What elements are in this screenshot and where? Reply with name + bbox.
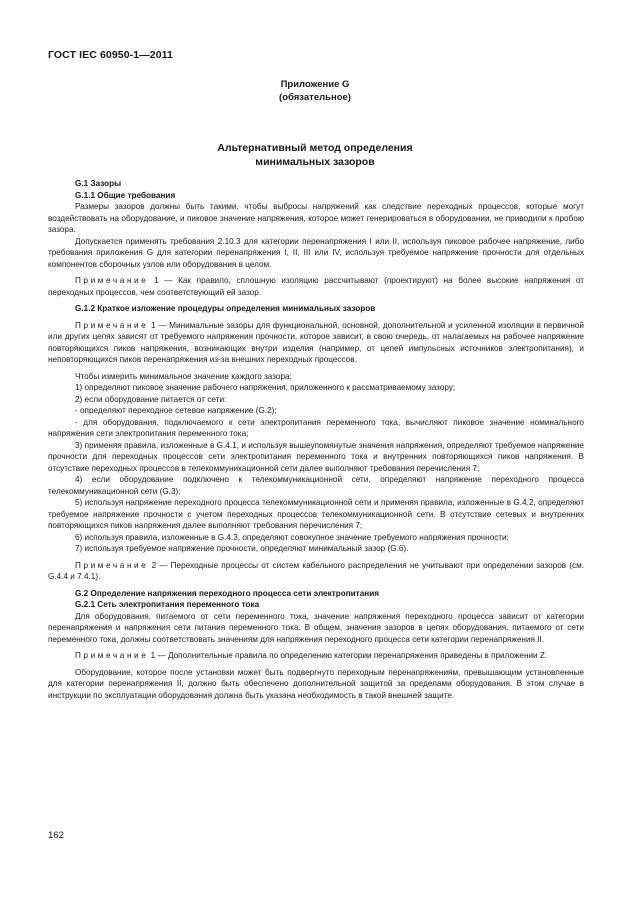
title-line-1: Альтернативный метод определения [217,142,413,154]
paragraph: Чтобы измерить минимальное значение каждого зазора: [75,371,292,381]
note-text: 1 — Как правило, сплошную изоляцию рассчитывают (проектируют) на более высокие напряжения от переходных процессов, чем соответствующий ей зазор. [48,276,584,297]
list-item: 1) определяют пиковое значение рабочего напряжения, приложенного к рассматриваемому зазору; [75,383,456,392]
appendix-title: Приложение G [280,79,350,90]
note-label: Примечание [75,276,149,285]
list-item: 7) используя требуемое напряжение прочности, определяют минимальный зазор (G.6). [75,544,409,553]
list-item: - для оборудования, подключаемого к сети электропитания переменного тока, вычисляют пиковое значение номинального напряжения сети электропитания переменного тока; [48,417,584,438]
section-heading: G.2 Определение напряжения переходного процесса сети электропитания [75,588,379,598]
note-label: Примечание [75,320,149,330]
list-item: 4) если оборудование подключено к телекоммуникационной сети, определяют напряжение переходного процесса телекоммуникационной сети (G.3); [48,475,584,496]
list-item: 5) используя напряжение переходного процесса телекоммуникационной сети и применяя правила, изложенные в G.4.2, определяют требуемое напряжение прочности с учетом переходных процессов телекоммуникационной сети. В отсутствие сетевых и внутренних повторяющихся пиков напряжения далее выполняют требования перечисления 7; [48,498,584,530]
note-paragraph [48,320,584,366]
section-heading: G.1 Зазоры [75,179,122,188]
note-label: Примечание [75,560,149,570]
standard-header: ГОСТ IEC 60950-1—2011 [48,49,173,61]
note-label: Примечание [75,651,149,660]
note-paragraph [48,650,584,662]
page-number: 162 [48,830,64,841]
subsection-heading: G.1.1 Общие требования [75,190,176,200]
note-paragraph [48,560,584,583]
note-text: 1 — Минимальные зазоры для функциональной, основной, дополнительной и усиленной изоляции в первичной или других цепях зависят от требуемого напряжения прочности, которое зависит, в свою очередь, от налагаемых на рабочее напряжение повторяющихся пиков напряжения, возникающих внутри изделия (например, от цепей импульсных источников электропитания), и неповторяющихся пиков перенапряжения из-за внешних переходных процессов. [48,320,584,364]
note-paragraph [48,275,584,298]
appendix-heading [0,78,630,104]
paragraph: Допускается применять требования 2.10.3 для категории перенапряжения I или II, используя пиковое рабочее напряжение, либо требования приложения G для категории перенапряжения I, II, III или IV, используя требуемое напряжение прочности для отдельных компонентов сборочных узлов или оборудования в целом. [48,236,584,269]
title-line-2: минимальных зазоров [255,156,375,168]
list-item: - определяют переходное сетевое напряжение (G.2); [75,406,277,415]
document-title [0,141,630,169]
note-text: 1 — Дополнительные правила по определению категории перенапряжения приведены в приложении Z. [148,651,548,660]
list-item: 2) если оборудование питается от сети: [75,394,227,404]
document-body [48,178,584,701]
note-text: 2 — Переходные процессы от систем кабельного распределения не учитывают при определении зазоров (см. G.4.4 и 7.4.1). [48,560,584,581]
list-item: 6) используя правила, изложенные в G.4.3, определяют совокупное значение требуемого напряжения прочности; [75,532,509,542]
subsection-heading: G.2.1 Сеть электропитания переменного тока [75,600,260,609]
paragraph: Размеры зазоров должны быть такими, чтобы выбросы напряжений как следствие переходных процессов, которые могут воздействовать на оборудование, и пиковое значение напряжения, которое может генерироваться в оборудовании, не приводили к пробою зазора. [48,202,584,234]
appendix-status: (обязательное) [279,92,351,103]
list-item: 3) применяя правила, изложенные в G.4.1, и используя вышеупомянутые значения напряжения, определяют требуемое напряжение прочности для переходных процессов сети электропитания переменного тока и внутренних повторяющихся пиков напряжения. В отсутствие переходных процессов в телекоммуникационной сети далее выполняют требования перечисления 7; [48,440,584,473]
paragraph: Для оборудования, питаемого от сети переменного тока, значение напряжения переходного процесса зависит от категории перенапряжения и напряжения сети питания переменного тока. В общем, значения зазоров в цепях оборудования, питаемого от сети переменного тока, должны соответствовать значениям для напряжения переходного процесса сети категории перенапряжения II. [48,611,584,644]
subsection-heading: G.1.2 Краткое изложение процедуры определения минимальных зазоров [75,304,376,313]
paragraph: Оборудование, которое после установки может быть подвергнуто переходным перенапряжениям, превышающим установленные для категории перенапряжения II, должно быть обеспечено дополнительной защитой за пределами оборудования. В этом случае в инструкции по эксплуатации оборудования должна быть указана необходимость в такой внешней защите. [48,667,584,700]
